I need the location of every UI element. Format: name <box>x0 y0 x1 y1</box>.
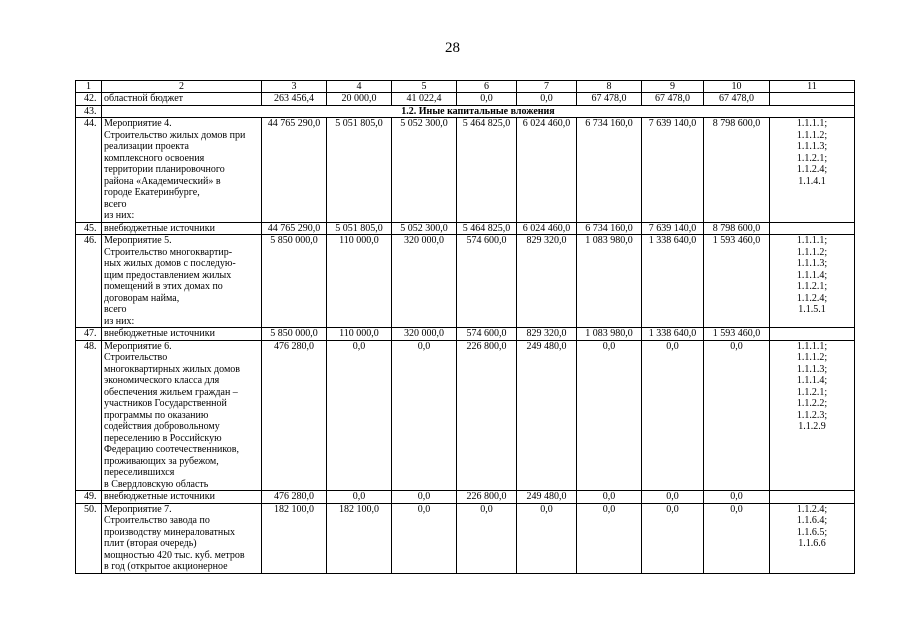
description-line: Мероприятие 6. <box>104 340 172 352</box>
table-row <box>76 491 855 504</box>
description-line: Федерацию соотечественников, <box>104 444 239 455</box>
column-header: 4 <box>327 81 392 93</box>
row-description <box>102 328 262 341</box>
value-cell: 0,0 <box>704 340 770 491</box>
description-line: экономического класса для <box>104 375 220 386</box>
description-line: всего <box>104 304 127 315</box>
row-description <box>102 222 262 235</box>
column-header: 6 <box>457 81 517 93</box>
column-header: 2 <box>102 81 262 93</box>
value-cell: 0,0 <box>457 503 517 573</box>
indicator-ref: 1.1.1.2; <box>796 246 828 258</box>
description-line: Мероприятие 5. <box>104 235 172 246</box>
column-header: 9 <box>642 81 704 93</box>
description-line: договорам найма, <box>104 292 180 304</box>
value-cell: 249 480,0 <box>517 491 577 504</box>
target-indicators <box>770 235 855 328</box>
description-line: помещений в этих домах по <box>104 281 223 292</box>
row-number: 45. <box>76 222 102 235</box>
description-line: мощностью 420 тыс. куб. метров <box>104 549 245 561</box>
row-number: 43. <box>76 105 102 118</box>
target-indicators <box>770 93 855 106</box>
column-header: 7 <box>517 81 577 93</box>
indicator-ref: 1.1.1.3; <box>796 258 828 269</box>
description-line: Мероприятие 7. <box>104 503 172 515</box>
target-indicators <box>770 118 855 223</box>
value-cell: 41 022,4 <box>392 93 457 106</box>
target-indicators <box>770 222 855 235</box>
table-row <box>76 328 855 341</box>
indicator-ref: 1.1.1.1; <box>796 118 828 129</box>
row-description <box>102 93 262 106</box>
description-line: многоквартирных жилых домов <box>104 363 240 375</box>
indicator-ref: 1.1.2.4; <box>796 164 828 175</box>
column-header: 5 <box>392 81 457 93</box>
indicator-ref: 1.1.6.4; <box>796 515 828 526</box>
indicator-ref: 1.1.5.1 <box>798 304 826 315</box>
value-cell: 5 464 825,0 <box>457 222 517 235</box>
value-cell: 8 798 600,0 <box>704 118 770 223</box>
value-cell: 5 850 000,0 <box>262 328 327 341</box>
value-cell: 5 051 805,0 <box>327 222 392 235</box>
column-header: 11 <box>770 81 855 93</box>
indicator-ref: 1.1.1.4; <box>796 375 828 386</box>
value-cell: 0,0 <box>392 503 457 573</box>
value-cell: 5 052 300,0 <box>392 118 457 223</box>
value-cell: 0,0 <box>577 491 642 504</box>
description-line: программы по оказанию <box>104 409 209 421</box>
value-cell: 1 083 980,0 <box>577 235 642 328</box>
description-line: Строительство <box>104 352 168 363</box>
value-cell: 476 280,0 <box>262 491 327 504</box>
row-number: 50. <box>76 503 102 573</box>
value-cell: 0,0 <box>392 491 457 504</box>
indicator-ref: 1.1.2.1; <box>796 152 828 164</box>
value-cell: 8 798 600,0 <box>704 222 770 235</box>
indicator-ref: 1.1.6.6 <box>798 538 826 549</box>
row-number: 47. <box>76 328 102 341</box>
value-cell: 226 800,0 <box>457 340 517 491</box>
value-cell: 0,0 <box>327 491 392 504</box>
description-line: из них: <box>104 315 135 327</box>
column-header: 3 <box>262 81 327 93</box>
row-number: 48. <box>76 340 102 491</box>
target-indicators <box>770 491 855 504</box>
description-line: Мероприятие 4. <box>104 118 172 129</box>
description-line: областной бюджет <box>104 93 184 104</box>
indicator-ref: 1.1.2.4; <box>796 503 828 515</box>
value-cell: 1 593 460,0 <box>704 235 770 328</box>
value-cell: 0,0 <box>517 93 577 106</box>
value-cell: 7 639 140,0 <box>642 222 704 235</box>
value-cell: 5 850 000,0 <box>262 235 327 328</box>
description-line: щим предоставлением жилых <box>104 269 232 281</box>
indicator-ref: 1.1.6.5; <box>796 526 828 538</box>
value-cell: 6 024 460,0 <box>517 118 577 223</box>
description-line: внебюджетные источники <box>104 222 215 234</box>
description-line: переселившихся <box>104 467 175 478</box>
value-cell: 1 593 460,0 <box>704 328 770 341</box>
value-cell: 249 480,0 <box>517 340 577 491</box>
value-cell: 182 100,0 <box>262 503 327 573</box>
value-cell: 0,0 <box>642 340 704 491</box>
table-header-row <box>76 81 855 93</box>
description-line: внебюджетные источники <box>104 328 215 339</box>
row-description <box>102 118 262 223</box>
value-cell: 0,0 <box>704 491 770 504</box>
description-line: производству минераловатных <box>104 526 235 538</box>
indicator-ref: 1.1.2.2; <box>796 398 828 409</box>
description-line: содействия добровольному <box>104 421 220 432</box>
value-cell: 574 600,0 <box>457 235 517 328</box>
row-number: 46. <box>76 235 102 328</box>
indicator-ref: 1.1.1.3; <box>796 363 828 375</box>
row-number: 49. <box>76 491 102 504</box>
description-line: в год (открытое акционерное <box>104 561 228 572</box>
value-cell: 1 338 640,0 <box>642 235 704 328</box>
column-header: 10 <box>704 81 770 93</box>
value-cell: 829 320,0 <box>517 235 577 328</box>
value-cell: 0,0 <box>642 503 704 573</box>
value-cell: 5 464 825,0 <box>457 118 517 223</box>
value-cell: 1 083 980,0 <box>577 328 642 341</box>
value-cell: 1 338 640,0 <box>642 328 704 341</box>
value-cell: 829 320,0 <box>517 328 577 341</box>
description-line: Строительство многоквартир- <box>104 246 233 258</box>
value-cell: 6 734 160,0 <box>577 222 642 235</box>
row-number: 44. <box>76 118 102 223</box>
value-cell: 110 000,0 <box>327 235 392 328</box>
indicator-ref: 1.1.2.9 <box>798 421 826 432</box>
target-indicators <box>770 340 855 491</box>
description-line: комплексного освоения <box>104 152 205 164</box>
indicator-ref: 1.1.2.1; <box>796 281 828 292</box>
value-cell: 110 000,0 <box>327 328 392 341</box>
value-cell: 6 024 460,0 <box>517 222 577 235</box>
indicator-ref: 1.1.2.4; <box>796 292 828 304</box>
description-line: реализации проекта <box>104 141 189 152</box>
description-line: ных жилых домов с последую- <box>104 258 236 269</box>
value-cell: 67 478,0 <box>577 93 642 106</box>
row-description <box>102 503 262 573</box>
value-cell: 320 000,0 <box>392 235 457 328</box>
indicator-ref: 1.1.1.2; <box>796 129 828 141</box>
table-row <box>76 105 855 118</box>
value-cell: 182 100,0 <box>327 503 392 573</box>
description-line: городе Екатеринбурге, <box>104 187 200 198</box>
value-cell: 0,0 <box>392 340 457 491</box>
value-cell: 0,0 <box>517 503 577 573</box>
section-title: 1.2. Иные капитальные вложения <box>102 105 855 118</box>
indicator-ref: 1.1.1.2; <box>796 352 828 363</box>
value-cell: 5 051 805,0 <box>327 118 392 223</box>
page-number: 28 <box>445 40 460 56</box>
value-cell: 6 734 160,0 <box>577 118 642 223</box>
value-cell: 7 639 140,0 <box>642 118 704 223</box>
target-indicators <box>770 328 855 341</box>
value-cell: 67 478,0 <box>704 93 770 106</box>
value-cell: 320 000,0 <box>392 328 457 341</box>
value-cell: 0,0 <box>577 503 642 573</box>
description-line: обеспечения жильем граждан – <box>104 386 238 398</box>
value-cell: 20 000,0 <box>327 93 392 106</box>
description-line: плит (вторая очередь) <box>104 538 197 549</box>
table-row <box>76 118 855 223</box>
indicator-ref: 1.1.2.3; <box>796 409 828 421</box>
table-row <box>76 235 855 328</box>
value-cell: 44 765 290,0 <box>262 222 327 235</box>
value-cell: 5 052 300,0 <box>392 222 457 235</box>
description-line: всего <box>104 198 127 210</box>
value-cell: 67 478,0 <box>642 93 704 106</box>
value-cell: 476 280,0 <box>262 340 327 491</box>
value-cell: 226 800,0 <box>457 491 517 504</box>
description-line: внебюджетные источники <box>104 491 215 502</box>
description-line: Строительство завода по <box>104 515 210 526</box>
value-cell: 0,0 <box>577 340 642 491</box>
description-line: района «Академический» в <box>104 175 221 187</box>
description-line: проживающих за рубежом, <box>104 455 219 467</box>
description-line: в Свердловскую область <box>104 478 209 490</box>
indicator-ref: 1.1.1.4; <box>796 269 828 281</box>
indicator-ref: 1.1.2.1; <box>796 386 828 398</box>
value-cell: 574 600,0 <box>457 328 517 341</box>
indicator-ref: 1.1.1.3; <box>796 141 828 152</box>
column-header: 1 <box>76 81 102 93</box>
table-row <box>76 93 855 106</box>
row-description <box>102 235 262 328</box>
description-line: переселению в Российскую <box>104 432 222 444</box>
value-cell: 0,0 <box>642 491 704 504</box>
table-row <box>76 222 855 235</box>
column-header: 8 <box>577 81 642 93</box>
indicator-ref: 1.1.4.1 <box>798 175 826 187</box>
row-description <box>102 491 262 504</box>
value-cell: 0,0 <box>457 93 517 106</box>
indicator-ref: 1.1.1.1; <box>796 235 828 246</box>
row-number: 42. <box>76 93 102 106</box>
value-cell: 0,0 <box>704 503 770 573</box>
value-cell: 263 456,4 <box>262 93 327 106</box>
description-line: Строительство жилых домов при <box>104 129 246 141</box>
table-row <box>76 503 855 573</box>
description-line: из них: <box>104 210 135 221</box>
indicator-ref: 1.1.1.1; <box>796 340 828 352</box>
description-line: участников Государственной <box>104 398 227 409</box>
row-description <box>102 340 262 491</box>
program-funding-table <box>75 80 855 574</box>
value-cell: 0,0 <box>327 340 392 491</box>
target-indicators <box>770 503 855 573</box>
description-line: территории планировочного <box>104 164 225 175</box>
value-cell: 44 765 290,0 <box>262 118 327 223</box>
table-row <box>76 340 855 491</box>
